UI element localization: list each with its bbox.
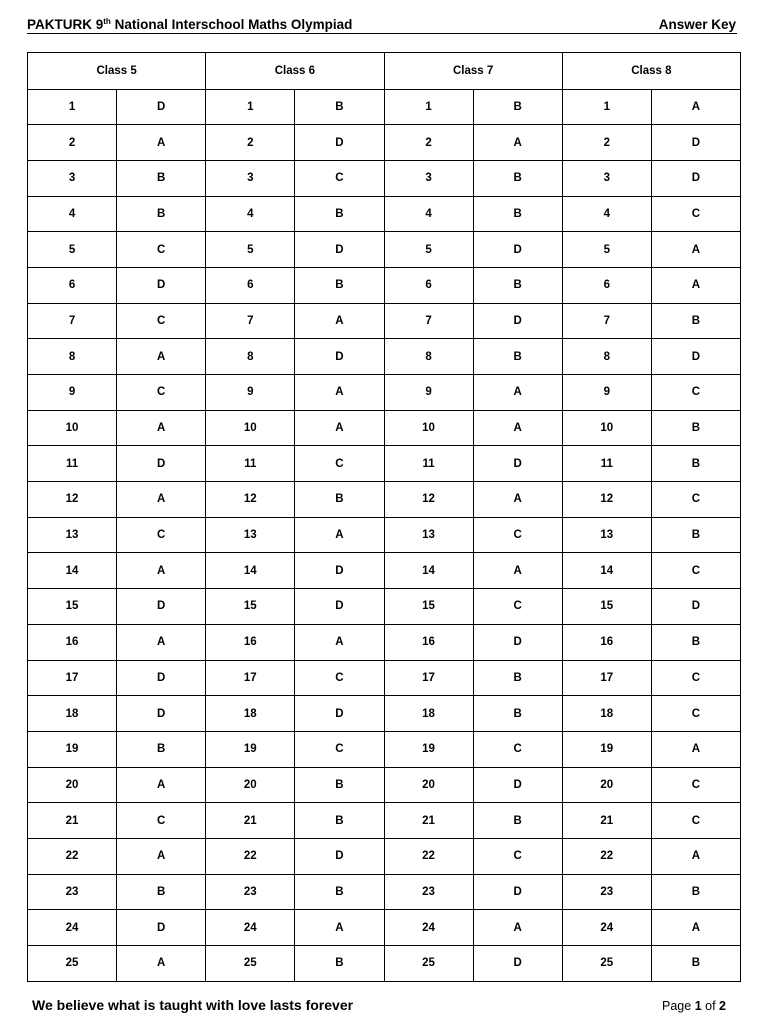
answer-key-table xyxy=(27,52,741,982)
answer-row xyxy=(28,874,741,910)
answer-row xyxy=(28,803,741,839)
answer-row xyxy=(28,910,741,946)
question-number: 4 xyxy=(28,196,117,232)
question-number: 18 xyxy=(562,696,651,732)
question-number: 18 xyxy=(28,696,117,732)
answer-cell: D xyxy=(295,339,384,375)
answer-cell: C xyxy=(473,731,562,767)
page-word: Page xyxy=(662,999,692,1013)
question-number: 4 xyxy=(206,196,295,232)
question-number: 8 xyxy=(562,339,651,375)
question-number: 10 xyxy=(206,410,295,446)
question-number: 6 xyxy=(28,267,117,303)
answer-cell: D xyxy=(473,624,562,660)
class-header: Class 8 xyxy=(562,53,740,90)
answer-cell: C xyxy=(295,660,384,696)
question-number: 19 xyxy=(384,731,473,767)
question-number: 18 xyxy=(384,696,473,732)
question-number: 13 xyxy=(206,517,295,553)
answer-cell: C xyxy=(117,303,206,339)
answer-cell: D xyxy=(117,446,206,482)
question-number: 24 xyxy=(206,910,295,946)
question-number: 11 xyxy=(206,446,295,482)
answer-row xyxy=(28,517,741,553)
answer-cell: B xyxy=(651,517,740,553)
question-number: 20 xyxy=(206,767,295,803)
question-number: 2 xyxy=(28,125,117,161)
answer-cell: D xyxy=(117,910,206,946)
question-number: 20 xyxy=(28,767,117,803)
question-number: 10 xyxy=(28,410,117,446)
page-header xyxy=(27,17,737,34)
answer-cell: A xyxy=(651,267,740,303)
answer-cell: A xyxy=(117,838,206,874)
class-header: Class 6 xyxy=(206,53,384,90)
answer-cell: A xyxy=(117,482,206,518)
question-number: 4 xyxy=(384,196,473,232)
question-number: 21 xyxy=(206,803,295,839)
question-number: 9 xyxy=(562,375,651,411)
question-number: 24 xyxy=(384,910,473,946)
page-number xyxy=(662,999,726,1013)
answer-cell: C xyxy=(651,803,740,839)
question-number: 6 xyxy=(384,267,473,303)
answer-cell: C xyxy=(473,517,562,553)
answer-cell: D xyxy=(473,446,562,482)
answer-cell: B xyxy=(651,303,740,339)
answer-cell: D xyxy=(651,339,740,375)
question-number: 23 xyxy=(28,874,117,910)
answer-cell: B xyxy=(473,696,562,732)
question-number: 15 xyxy=(384,589,473,625)
answer-cell: D xyxy=(473,767,562,803)
answer-cell: C xyxy=(117,232,206,268)
answer-cell: A xyxy=(117,125,206,161)
answer-cell: D xyxy=(295,589,384,625)
question-number: 20 xyxy=(384,767,473,803)
answer-cell: D xyxy=(651,589,740,625)
question-number: 2 xyxy=(206,125,295,161)
answer-cell: B xyxy=(473,267,562,303)
question-number: 9 xyxy=(384,375,473,411)
answer-cell: C xyxy=(117,517,206,553)
question-number: 17 xyxy=(28,660,117,696)
question-number: 21 xyxy=(384,803,473,839)
answer-row xyxy=(28,89,741,125)
answer-cell: A xyxy=(473,482,562,518)
answer-cell: B xyxy=(651,874,740,910)
question-number: 1 xyxy=(562,89,651,125)
question-number: 13 xyxy=(384,517,473,553)
question-number: 23 xyxy=(562,874,651,910)
answer-cell: D xyxy=(295,838,384,874)
answer-cell: D xyxy=(473,232,562,268)
answer-cell: A xyxy=(651,89,740,125)
footer-motto: We believe what is taught with love lasts forever xyxy=(32,997,354,1013)
question-number: 25 xyxy=(206,946,295,982)
answer-row xyxy=(28,160,741,196)
class-header-row xyxy=(28,53,741,90)
title-prefix: PAKTURK 9 xyxy=(27,17,104,32)
answer-cell: A xyxy=(295,410,384,446)
question-number: 3 xyxy=(28,160,117,196)
answer-rows xyxy=(28,89,741,981)
answer-row xyxy=(28,125,741,161)
answer-cell: A xyxy=(473,125,562,161)
answer-row xyxy=(28,232,741,268)
question-number: 9 xyxy=(28,375,117,411)
answer-cell: A xyxy=(117,624,206,660)
answer-cell: B xyxy=(651,624,740,660)
answer-row xyxy=(28,410,741,446)
question-number: 12 xyxy=(28,482,117,518)
answer-cell: C xyxy=(651,767,740,803)
question-number: 16 xyxy=(206,624,295,660)
answer-cell: C xyxy=(651,375,740,411)
question-number: 13 xyxy=(562,517,651,553)
question-number: 21 xyxy=(562,803,651,839)
question-number: 22 xyxy=(562,838,651,874)
question-number: 19 xyxy=(28,731,117,767)
answer-cell: B xyxy=(117,874,206,910)
answer-cell: D xyxy=(117,696,206,732)
answer-cell: A xyxy=(651,232,740,268)
question-number: 5 xyxy=(28,232,117,268)
answer-row xyxy=(28,696,741,732)
question-number: 5 xyxy=(384,232,473,268)
answer-cell: C xyxy=(651,482,740,518)
question-number: 18 xyxy=(206,696,295,732)
question-number: 7 xyxy=(206,303,295,339)
question-number: 15 xyxy=(206,589,295,625)
answer-cell: A xyxy=(295,624,384,660)
answer-row xyxy=(28,946,741,982)
answer-cell: C xyxy=(117,803,206,839)
answer-row xyxy=(28,482,741,518)
answer-cell: D xyxy=(117,660,206,696)
question-number: 11 xyxy=(384,446,473,482)
answer-cell: C xyxy=(473,589,562,625)
question-number: 9 xyxy=(206,375,295,411)
answer-cell: B xyxy=(295,767,384,803)
question-number: 19 xyxy=(562,731,651,767)
question-number: 15 xyxy=(562,589,651,625)
answer-cell: A xyxy=(651,910,740,946)
answer-row xyxy=(28,375,741,411)
answer-cell: D xyxy=(117,267,206,303)
question-number: 14 xyxy=(384,553,473,589)
question-number: 8 xyxy=(206,339,295,375)
answer-cell: B xyxy=(473,160,562,196)
answer-cell: B xyxy=(473,196,562,232)
question-number: 7 xyxy=(562,303,651,339)
question-number: 16 xyxy=(384,624,473,660)
answer-cell: D xyxy=(117,89,206,125)
answer-cell: B xyxy=(117,196,206,232)
answer-cell: A xyxy=(651,838,740,874)
answer-cell: A xyxy=(473,910,562,946)
question-number: 10 xyxy=(562,410,651,446)
answer-cell: C xyxy=(295,731,384,767)
answer-cell: C xyxy=(117,375,206,411)
answer-cell: A xyxy=(117,767,206,803)
answer-cell: B xyxy=(295,89,384,125)
class-header: Class 5 xyxy=(28,53,206,90)
answer-cell: C xyxy=(295,160,384,196)
question-number: 1 xyxy=(384,89,473,125)
question-number: 14 xyxy=(206,553,295,589)
question-number: 14 xyxy=(562,553,651,589)
question-number: 25 xyxy=(28,946,117,982)
answer-row xyxy=(28,660,741,696)
question-number: 22 xyxy=(384,838,473,874)
answer-cell: B xyxy=(295,946,384,982)
answer-cell: C xyxy=(651,696,740,732)
question-number: 6 xyxy=(206,267,295,303)
answer-cell: B xyxy=(651,410,740,446)
answer-cell: B xyxy=(651,946,740,982)
title-suffix: National Interschool Maths Olympiad xyxy=(110,17,353,32)
answer-row xyxy=(28,553,741,589)
answer-cell: A xyxy=(651,731,740,767)
question-number: 11 xyxy=(28,446,117,482)
question-number: 23 xyxy=(206,874,295,910)
question-number: 16 xyxy=(28,624,117,660)
question-number: 10 xyxy=(384,410,473,446)
answer-key-label: Answer Key xyxy=(658,17,736,32)
answer-cell: D xyxy=(295,553,384,589)
answer-cell: C xyxy=(651,660,740,696)
answer-cell: B xyxy=(295,874,384,910)
question-number: 12 xyxy=(562,482,651,518)
question-number: 19 xyxy=(206,731,295,767)
answer-row xyxy=(28,767,741,803)
answer-cell: A xyxy=(473,410,562,446)
answer-row xyxy=(28,339,741,375)
question-number: 25 xyxy=(562,946,651,982)
answer-cell: A xyxy=(117,946,206,982)
answer-row xyxy=(28,838,741,874)
question-number: 16 xyxy=(562,624,651,660)
answer-cell: B xyxy=(473,89,562,125)
question-number: 4 xyxy=(562,196,651,232)
answer-cell: D xyxy=(473,874,562,910)
answer-cell: A xyxy=(295,517,384,553)
question-number: 17 xyxy=(384,660,473,696)
question-number: 22 xyxy=(28,838,117,874)
question-number: 8 xyxy=(384,339,473,375)
question-number: 5 xyxy=(562,232,651,268)
question-number: 12 xyxy=(206,482,295,518)
page-of: of xyxy=(705,999,716,1013)
answer-cell: B xyxy=(295,267,384,303)
question-number: 21 xyxy=(28,803,117,839)
answer-row xyxy=(28,267,741,303)
question-number: 15 xyxy=(28,589,117,625)
answer-row xyxy=(28,196,741,232)
question-number: 14 xyxy=(28,553,117,589)
answer-row xyxy=(28,624,741,660)
answer-cell: D xyxy=(295,232,384,268)
answer-cell: C xyxy=(295,446,384,482)
question-number: 23 xyxy=(384,874,473,910)
page-total: 2 xyxy=(719,999,726,1013)
answer-cell: B xyxy=(295,196,384,232)
question-number: 20 xyxy=(562,767,651,803)
answer-cell: B xyxy=(295,803,384,839)
answer-cell: A xyxy=(295,910,384,946)
answer-cell: A xyxy=(117,553,206,589)
answer-cell: B xyxy=(651,446,740,482)
question-number: 22 xyxy=(206,838,295,874)
question-number: 25 xyxy=(384,946,473,982)
answer-cell: D xyxy=(473,946,562,982)
question-number: 24 xyxy=(28,910,117,946)
answer-cell: D xyxy=(651,125,740,161)
question-number: 12 xyxy=(384,482,473,518)
answer-row xyxy=(28,303,741,339)
question-number: 7 xyxy=(384,303,473,339)
answer-cell: B xyxy=(295,482,384,518)
answer-cell: D xyxy=(473,303,562,339)
answer-cell: A xyxy=(295,375,384,411)
answer-cell: A xyxy=(473,375,562,411)
question-number: 13 xyxy=(28,517,117,553)
question-number: 3 xyxy=(562,160,651,196)
class-header: Class 7 xyxy=(384,53,562,90)
answer-cell: A xyxy=(473,553,562,589)
answer-row xyxy=(28,731,741,767)
question-number: 2 xyxy=(384,125,473,161)
answer-cell: D xyxy=(651,160,740,196)
question-number: 1 xyxy=(28,89,117,125)
question-number: 17 xyxy=(206,660,295,696)
answer-row xyxy=(28,589,741,625)
page-current: 1 xyxy=(694,999,702,1013)
answer-cell: D xyxy=(295,125,384,161)
answer-cell: C xyxy=(651,196,740,232)
answer-cell: B xyxy=(117,731,206,767)
answer-cell: A xyxy=(117,410,206,446)
answer-row xyxy=(28,446,741,482)
question-number: 3 xyxy=(206,160,295,196)
answer-cell: B xyxy=(117,160,206,196)
question-number: 1 xyxy=(206,89,295,125)
question-number: 7 xyxy=(28,303,117,339)
question-number: 2 xyxy=(562,125,651,161)
question-number: 3 xyxy=(384,160,473,196)
question-number: 5 xyxy=(206,232,295,268)
answer-cell: B xyxy=(473,803,562,839)
question-number: 24 xyxy=(562,910,651,946)
question-number: 17 xyxy=(562,660,651,696)
answer-cell: A xyxy=(295,303,384,339)
answer-cell: D xyxy=(295,696,384,732)
document-title xyxy=(27,17,352,33)
answer-cell: B xyxy=(473,339,562,375)
question-number: 11 xyxy=(562,446,651,482)
answer-cell: B xyxy=(473,660,562,696)
question-number: 6 xyxy=(562,267,651,303)
title-superscript: th xyxy=(103,17,111,26)
answer-cell: C xyxy=(651,553,740,589)
answer-cell: C xyxy=(473,838,562,874)
answer-cell: D xyxy=(117,589,206,625)
question-number: 8 xyxy=(28,339,117,375)
answer-cell: A xyxy=(117,339,206,375)
